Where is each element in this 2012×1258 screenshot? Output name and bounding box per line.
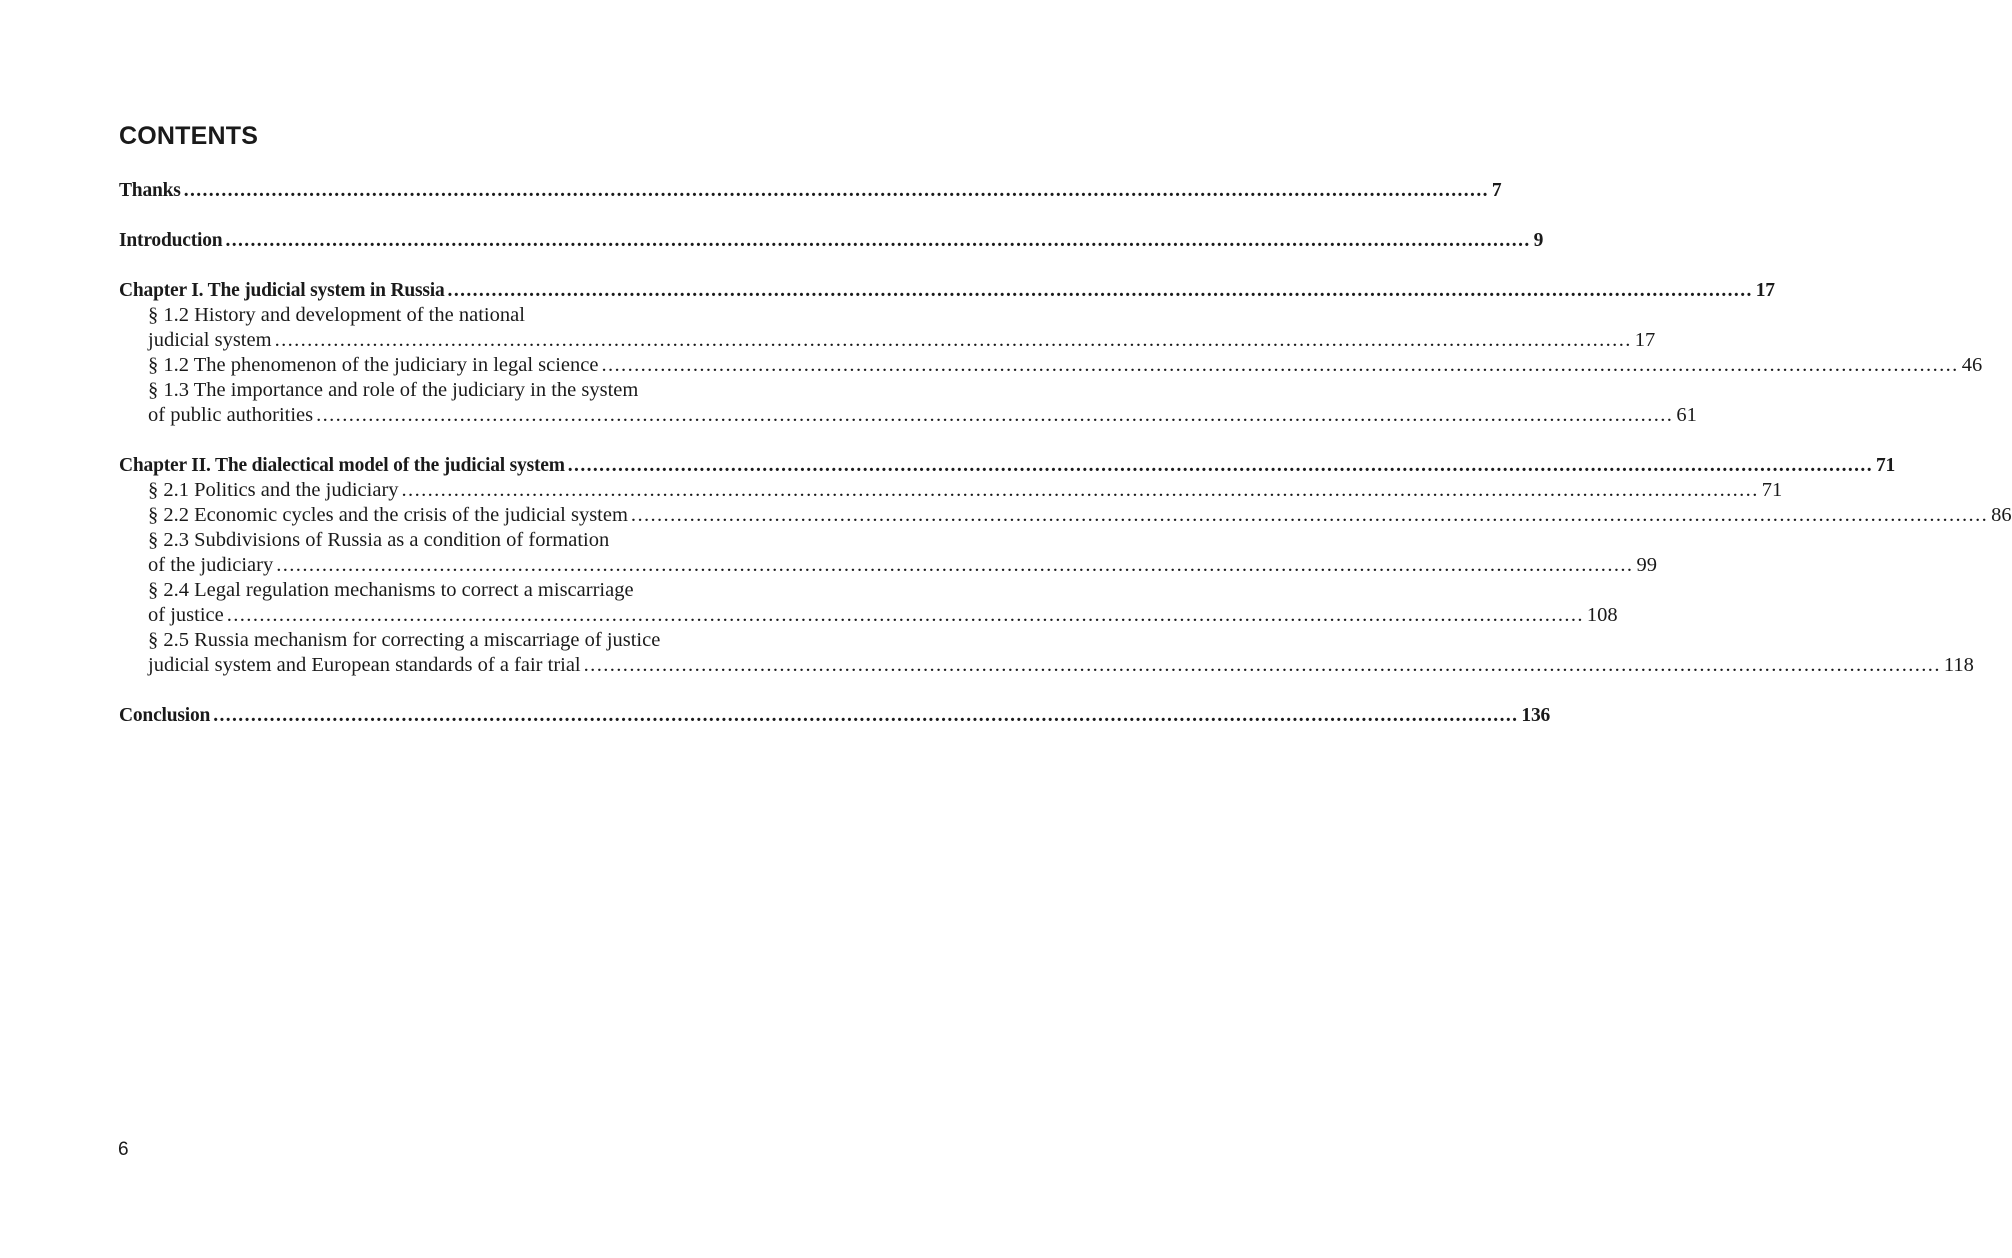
toc-entry-chapter-2[interactable] bbox=[119, 453, 1896, 478]
toc-entry-title: Introduction bbox=[119, 230, 223, 251]
toc-entry-title: Thanks bbox=[119, 180, 181, 201]
dot-leader bbox=[448, 278, 1753, 303]
toc-entry-title: Chapter II. The dialectical model of the judicial system bbox=[119, 455, 565, 476]
toc-page-number: 99 bbox=[1636, 554, 1657, 576]
toc-page-number: 17 bbox=[1634, 329, 1656, 351]
dot-leader bbox=[402, 478, 1759, 503]
toc-entry-title: § 2.4 Legal regulation mechanisms to correct a miscarriage bbox=[148, 579, 634, 601]
toc-page-number: 86 bbox=[1991, 504, 2012, 526]
toc-page-number: 7 bbox=[1491, 180, 1502, 201]
toc-entry-title: judicial system and European standards of a fair trial bbox=[148, 654, 581, 676]
toc-section-2-3-line1[interactable] bbox=[119, 528, 749, 553]
toc-entry-title: § 2.3 Subdivisions of Russia as a condition of formation bbox=[148, 529, 610, 551]
toc-entry-title: § 2.2 Economic cycles and the crisis of the judicial system bbox=[148, 504, 628, 526]
toc-entry-title: of the judiciary bbox=[148, 554, 274, 576]
dot-leader bbox=[276, 553, 1633, 578]
dot-leader bbox=[316, 403, 1673, 428]
toc-section-1-1-line2[interactable] bbox=[119, 328, 1656, 353]
toc-entry-title: of justice bbox=[148, 604, 224, 626]
dot-leader bbox=[213, 703, 1518, 728]
toc-section-2-3-line2[interactable] bbox=[119, 553, 1657, 578]
toc-section-1-2[interactable] bbox=[119, 353, 1983, 378]
toc-entry-thanks[interactable] bbox=[119, 178, 1502, 203]
toc-entry-chapter-1[interactable] bbox=[119, 278, 1775, 303]
toc-page-number: 9 bbox=[1533, 230, 1544, 251]
toc-page-number: 61 bbox=[1676, 404, 1697, 426]
dot-leader bbox=[584, 653, 1941, 678]
toc-section-1-3-line1[interactable] bbox=[119, 378, 749, 403]
toc-entry-title: § 2.5 Russia mechanism for correcting a miscarriage of justice bbox=[148, 629, 661, 651]
toc-entry-title: § 1.3 The importance and role of the judiciary in the system bbox=[148, 379, 639, 401]
dot-leader bbox=[227, 603, 1584, 628]
toc-page-number: 108 bbox=[1586, 604, 1618, 626]
toc-entry-conclusion[interactable] bbox=[119, 703, 1551, 728]
page-number: 6 bbox=[118, 1139, 129, 1160]
dot-leader bbox=[631, 503, 1988, 528]
toc-section-2-4-line2[interactable] bbox=[119, 603, 1618, 628]
toc-section-2-5-line1[interactable] bbox=[119, 628, 749, 653]
dot-leader bbox=[568, 453, 1873, 478]
dot-leader bbox=[184, 178, 1489, 203]
toc-entry-title: § 2.1 Politics and the judiciary bbox=[148, 479, 399, 501]
toc-section-1-3-line2[interactable] bbox=[119, 403, 1697, 428]
dot-leader bbox=[275, 328, 1632, 353]
toc-entry-title: § 1.2 The phenomenon of the judiciary in legal science bbox=[148, 354, 599, 376]
toc-section-2-1[interactable] bbox=[119, 478, 1783, 503]
toc-section-2-4-line1[interactable] bbox=[119, 578, 749, 603]
toc-entry-title: Chapter I. The judicial system in Russia bbox=[119, 280, 445, 301]
toc-page-number: 17 bbox=[1755, 280, 1775, 301]
toc-entry-title: judicial system bbox=[148, 329, 272, 351]
toc-entry-title: § 1.2 History and development of the national bbox=[148, 304, 525, 326]
dot-leader bbox=[225, 228, 1530, 253]
toc-section-2-2[interactable] bbox=[119, 503, 2012, 528]
page-title: CONTENTS bbox=[119, 122, 259, 150]
toc-entry-title: Conclusion bbox=[119, 705, 211, 726]
toc-entry-introduction[interactable] bbox=[119, 228, 1544, 253]
toc-page-number: 118 bbox=[1943, 654, 1974, 676]
toc-page-number: 46 bbox=[1961, 354, 1983, 376]
toc-section-2-5-line2[interactable] bbox=[119, 653, 1974, 678]
toc-page-number: 71 bbox=[1761, 479, 1783, 501]
toc-section-1-1-line1[interactable] bbox=[119, 303, 749, 328]
toc-page-number: 136 bbox=[1521, 705, 1551, 726]
toc-entry-title: of public authorities bbox=[148, 404, 314, 426]
table-of-contents bbox=[119, 178, 2012, 728]
dot-leader bbox=[601, 353, 1958, 378]
toc-page-number: 71 bbox=[1875, 455, 1896, 476]
